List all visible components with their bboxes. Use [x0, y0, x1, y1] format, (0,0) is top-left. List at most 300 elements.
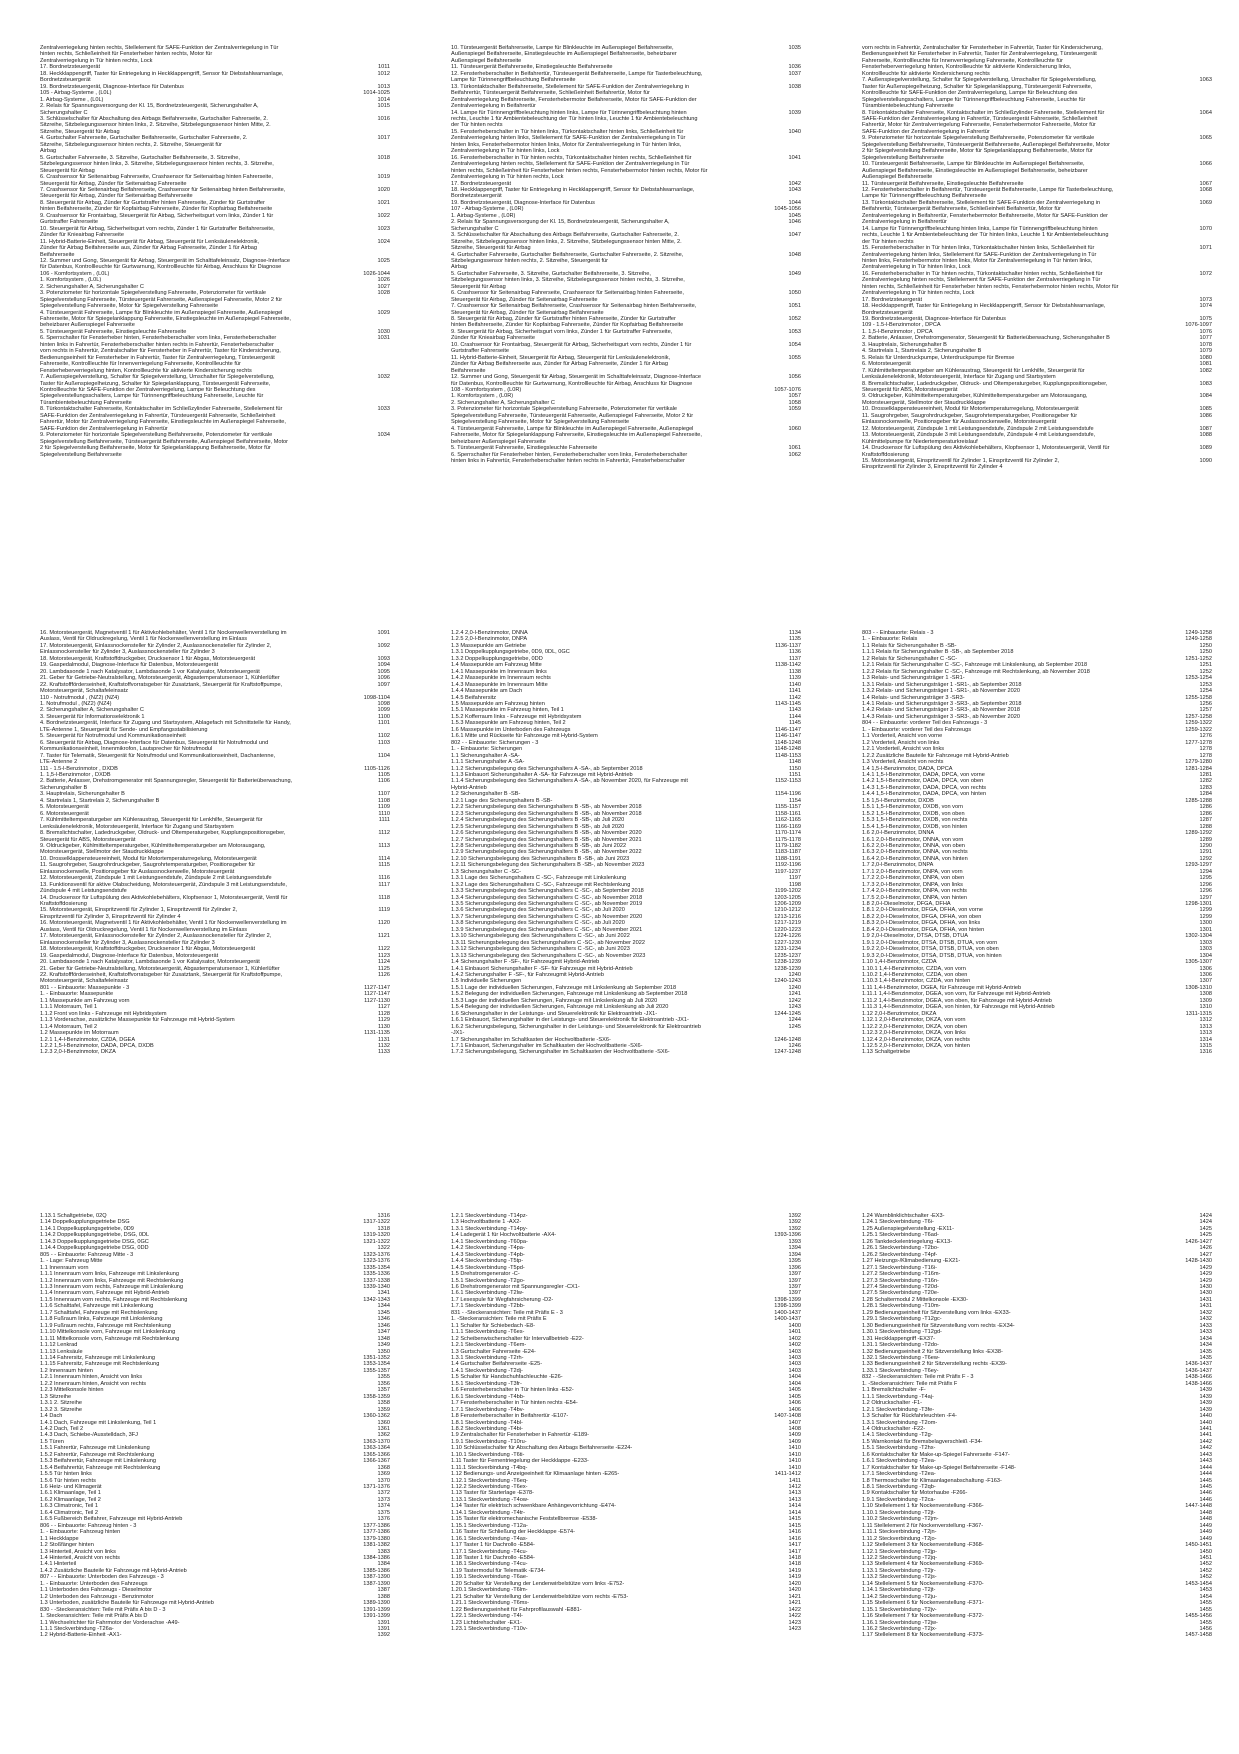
toc-entry-title: 1.2.6 Sicherungsbelegung des Sicherungshalters B -SB-, ab November 2020 [451, 830, 642, 837]
toc-entry-title: 7. Crashsensor für Seitenairbag Beifahrerseite, Crashsensor für Seitenairbag hinten Beifahrerseite, [40, 186, 286, 193]
toc-entry-page: 1388 [377, 1593, 390, 1600]
toc-entry-page: 1251 [1199, 662, 1212, 669]
toc-entry-page: 1133 [377, 1049, 390, 1056]
toc-entry-page: 1355-1357 [363, 1367, 390, 1374]
toc-entry-page: 1394 [788, 1245, 801, 1252]
toc-entry-title: Einspritzventil für Zylinder 3, Einspritzventil für Zylinder 4 [40, 913, 181, 920]
toc-entry-title: 1.1.11 Mittelkonsole vorn, Fahrzeuge mit Rechtslenkung [40, 1335, 180, 1342]
toc-entry-title: 1.11 Taster für Fernentriegelung der Heckklappe -E233- [451, 1458, 589, 1465]
toc-entry-title: 1.21 Schalter für Verstellung der Lendenwirbelstütze vorn rechts -E753- [451, 1593, 629, 1600]
toc-entry-page: 1387-1390 [363, 1580, 390, 1587]
toc-entry-page: 1299 [1199, 907, 1212, 914]
toc-entry-page: 1127-1130 [364, 997, 390, 1004]
toc-entry-title: 109 - 1.5-l-Benzinmotor , DPCA [862, 322, 941, 329]
toc-entry-title: 15. Motorsteuergerät, Einspritzventil für Zylinder 1, Einspritzventil für Zylinder 2, [862, 458, 1060, 464]
toc-entry-title: Motorsteuergerät, Schaltafeleinsatz [40, 688, 128, 695]
toc-entry-page: 1312 [1199, 1017, 1212, 1024]
toc-entry-page: 1118 [378, 894, 390, 901]
toc-entry-title: 1.1.8 Fußraum links, Fahrzeuge mit Linkslenkung [40, 1316, 163, 1323]
toc-entry-title: 1.1.2 Front von links - Fahrzeuge mit Hybridsystem [40, 1010, 167, 1017]
toc-entry-page: 1139 [788, 675, 801, 682]
toc-entry-title: Außenspiegel Beifahrerseite [862, 174, 933, 181]
toc-entry-title: Spiegelverstellungsschalters, Lampe für Türinnengriffbeleuchtung Fahrerseite, Leuchte für [862, 96, 1086, 103]
toc-entry-title: 1.14.1 Steckverbindung -T2jt- [862, 1587, 936, 1594]
toc-entry[interactable] [451, 458, 801, 464]
toc-entry-page: 1057 [788, 393, 801, 400]
toc-entry-page: 1013 [377, 83, 390, 90]
toc-entry-title: 2. Batterie, Anlasser, Drehstromgenerator, Steuergerät für Batterieüberwachung, Sicherungshalter B [862, 335, 1110, 342]
toc-entry-title: Spiegelverstellung Fahrerseite, Türsteuergerät Fahrerseite, Außenspiegel Fahrerseite, Motor 2 für [451, 412, 694, 419]
toc-entry-page: 1335-1336 [363, 1271, 390, 1278]
toc-entry-title: 1.2.1 Lage des Sicherungshalters B -SB- [451, 797, 553, 804]
toc-entry-page: 1429 [1199, 1264, 1212, 1271]
toc-entry-title: Türambientebeleuchtung Fahrerseite [40, 399, 132, 406]
toc-entry-page: 1051 [788, 303, 801, 310]
toc-entry-page: 1104 [377, 752, 390, 759]
toc-entry-title: hinten links in Fahrertür, Fensterheberschalter hinten rechts in Fahrertür, Fensterheberschalter [40, 341, 274, 348]
toc-entry-page: 1069 [1199, 199, 1212, 206]
toc-entry-title: für Datenbus, Kontrollleuchte für Gurtwarnung, Kontrollleuchte für Airbag, Anschluss für Diagnose [40, 264, 282, 271]
toc-entry-title: 1.3.1 2. Sitzreihe [40, 1400, 82, 1407]
toc-entry-page: 1413 [788, 1496, 801, 1503]
toc-entry-page: 1321-1322 [363, 1238, 390, 1245]
toc-entry-title: 804 - - Einbauorte: vorderer Teil des Fahrzeugs - 3 [862, 720, 988, 727]
toc-entry-title: 1.15 Stellelement 6 für Nockenverstellung -F371- [862, 1600, 984, 1607]
toc-entry-page: 1107 [377, 791, 390, 798]
toc-entry-title: 1.5.6 Tür hinten rechts [40, 1477, 96, 1484]
toc-entry-title: 1.5.1 Steckverbindung -T2hx- [862, 1445, 936, 1452]
toc-entry-page: 1037 [788, 70, 801, 77]
toc-entry-page: 1446 [1199, 1496, 1212, 1503]
toc-entry-title: 1.1.2 Sicherungsbelegung des Sicherungshalters A -SA-, ab September 2018 [451, 765, 643, 772]
toc-entry-title: 1.4 Massepunkte am Fahrzeug Mitte [451, 662, 542, 669]
toc-entry-title: Beifahrerseite [40, 251, 75, 258]
toc-entry-page: 1422 [788, 1606, 801, 1613]
toc-entry-title: 1.3.9 Sicherungsbelegung des Sicherungshalters C -SC-, ab November 2021 [451, 926, 643, 933]
toc-entry-title: 1. - Einbauorte: vorderer Teil des Fahrzeugs [862, 726, 972, 733]
toc-entry-page: 1091 [377, 630, 390, 636]
toc-entry-page: 1446 [1199, 1490, 1212, 1497]
toc-entry-title: hinten rechts, Schließeinheit für Fensterheber hinten rechts, Fensterhebermotor hinten rechts, Motor für [862, 283, 1119, 290]
toc-entry-title: Außenspiegel Beifahrerseite [451, 57, 522, 64]
toc-entry-title: 1.31.1 Steckverbindung -T2do- [862, 1342, 939, 1349]
toc-entry[interactable] [862, 1049, 1212, 1055]
toc-entry-title: 1.4.4 Massepunkte am Dach [451, 688, 523, 695]
toc-entry-page: 1012 [377, 70, 390, 77]
toc-entry-page: 1455 [1199, 1619, 1212, 1626]
toc-entry-title: 1.12.1 Steckverbindung -T6eq- [451, 1477, 528, 1484]
toc-entry-page: 1387 [377, 1587, 390, 1594]
toc-entry-title: 1. - Einbauorte: Unterboden des Fahrzeugs [40, 1580, 148, 1587]
toc-entry-title: 1.7 Lesespule für Wegfahrsicherung -D2- [451, 1296, 554, 1303]
toc-entry-page: 1432 [1199, 1316, 1212, 1323]
toc-entry-title: 1. - Einbauorte: Relais [862, 636, 918, 643]
toc-entry-page: 1035 [788, 45, 801, 51]
toc-entry-page: 1451 [1199, 1555, 1212, 1562]
toc-entry-title: hinten Beifahrerseite, Zünder für Kopfairbag Fahrerseite, Zünder für Kopfairbag Beifahrerseite [451, 322, 684, 329]
toc-entry-title: Einlassnockenwelle, Positionsgeber für Auslassnockenwelle, Motorsteuergerät [40, 868, 235, 875]
toc-entry-page: 1199-1202 [774, 888, 801, 895]
toc-entry-page: 1351-1352 [363, 1354, 390, 1361]
toc-entry-page: 1436-1437 [1185, 1361, 1212, 1368]
toc-entry-title: 1.4.1 1,5-l-Benzinmotor, DADA, DPCA, von vorne [862, 771, 985, 778]
toc-entry-page: 1420 [788, 1580, 801, 1587]
toc-entry-page: 1412 [788, 1484, 801, 1491]
toc-entry-page: 1040 [788, 128, 801, 135]
toc-entry-page: 1448 [1199, 1516, 1212, 1523]
toc-entry-page: 1259-1322 [1185, 720, 1212, 727]
toc-entry-title: 1.12 Stellelement 3 für Nockenverstellung -F368- [862, 1542, 984, 1549]
toc-entry-page: 1048 [788, 251, 801, 258]
toc-entry-title: 1.6 Heiz- und Klimagerät [40, 1484, 102, 1491]
toc-entry-title: 1.4.2 Sicherungshalter F -SF-, für Fahrzeugmit Hybrid-Antrieb [451, 972, 604, 979]
toc-entry-page: 1154-1196 [775, 791, 801, 798]
toc-entry-title: Spiegelverstellung Fahrerseite, Motor für Spiegelverstellung Fahrerseite [40, 303, 219, 310]
toc-entry-page: 1249-1258 [1185, 636, 1212, 643]
toc-entry-page: 1066 [1199, 161, 1212, 168]
toc-entry-title: 9. Öldruckgeber, Kühlmitteltemperaturgeber, Kühlmitteltemperaturgeber am Motorausgang, [862, 393, 1088, 400]
toc-entry-title: 18. Heckklappengriff, Taster für Entriegelung in Heckklappengriff, Sensor für Diebstahlwarnanlage, [40, 70, 284, 77]
toc-entry-page: 1441 [1199, 1432, 1212, 1439]
toc-entry-title: Fahrerseite, Kontrollleuchte für Innenverriegelung Fahrerseite, Kontrollleuchte für [40, 361, 241, 368]
toc-entry-title: 1.3.13 Sicherungsbelegung des Sicherungshalters C -SC-, ab November 2023 [451, 952, 646, 959]
toc-entry-title: Sitzreihe, Sitzbelegungssensor hinten rechts, 2. Sitzreihe, Steuergerät für [40, 141, 222, 148]
toc-entry-page: 1288 [1199, 823, 1212, 830]
toc-entry-page: 1022 [377, 212, 390, 219]
toc-entry-title: 1.1 Bremslichtschalter -F- [862, 1387, 926, 1394]
toc-entry-title: rechts, Leuchte 1 für Ambientebeleuchtung der Tür hinten links, Leuchte 1 für Ambientebeleuchtung [451, 115, 698, 122]
toc-entry-page: 1403 [788, 1348, 801, 1355]
toc-entry-title: 3. Hauptrelais, Sicherungshalter B [40, 791, 125, 798]
toc-entry-title: 1.8.3 2,0-l-Dieselmotor, DFGA, DFHA, von links [862, 920, 981, 927]
toc-entry-page: 1151 [788, 771, 801, 778]
toc-entry-title: 1.4.1 Massepunkte im Innenraum links [451, 668, 547, 675]
toc-entry-page: 1405 [788, 1393, 801, 1400]
toc-entry-page: 1438-1466 [1185, 1380, 1212, 1387]
toc-entry-title: 1.4 Gurtschalter Beifahrerseite -E25- [451, 1361, 543, 1368]
toc-entry-title: 1.4 Sicherungshalter F -SF-, für Fahrzeugmit Hybrid-Antrieb [451, 959, 600, 966]
toc-entry-title: 107 - Airbag-Systeme , (L0R) [451, 206, 524, 213]
toc-entry-page: 1370 [377, 1477, 390, 1484]
toc-entry-title: 1.10 Stellelement 1 für Nockenverstellung -F366- [862, 1503, 984, 1510]
toc-entry-title: 1.4.1 Dach, Fahrzeuge mit Linkslenkung, Teil 1 [40, 1419, 157, 1426]
toc-entry-title: 1.2.5 2,0-l-Benzinmotor, DNPA [451, 636, 528, 643]
toc-entry-title: 1.14.4 Doppelkupplungsgetriebe DSG, 0DD [40, 1245, 149, 1252]
toc-entry-page: 1243 [788, 1004, 801, 1011]
toc-entry-title: 1.8.1 Steckverbindung -T2qb- [862, 1484, 936, 1491]
toc-entry-title: 1.8 Thermoschalter für Klimaanlagenabschaltung -F163- [862, 1477, 1002, 1484]
toc-entry[interactable] [40, 1049, 390, 1055]
toc-entry-page: 1203-1205 [774, 894, 801, 901]
toc-entry-page: 1302-1304 [1185, 933, 1212, 940]
toc-entry-title: 1.12.1 Steckverbindung -T2jp- [862, 1548, 937, 1555]
toc-entry-page: 1455-1456 [1185, 1613, 1212, 1620]
toc-entry-title: 1.3 Unterboden, zusätzliche Bauteile für Fahrzeuge mit Hybrid-Antrieb [40, 1600, 214, 1607]
toc-entry-title: SAFE-Funktion der Zentralverriegelung in Fahrertür, Türsteuergerät Fahrerseite, Schließeinheit [862, 115, 1098, 122]
toc-entry-title: 1.2 Stoßfänger hinten [40, 1542, 94, 1549]
toc-entry-page: 1417 [788, 1548, 801, 1555]
toc-entry-title: 1.2.3 Sicherungsbelegung des Sicherungshalters B -SB-, ab November 2018 [451, 810, 642, 817]
toc-entry-title: Zentralverriegelung hinten links, Stellelement für SAFE-Funktion der Zentralverriegelung in Tür [451, 135, 686, 142]
toc-entry-page: 1109 [377, 804, 390, 811]
toc-entry-page: 1065 [1199, 135, 1212, 142]
toc-entry-page: 1032 [377, 374, 390, 381]
toc-entry-page: 1429 [1199, 1277, 1212, 1284]
toc-entry-page: 1025 [377, 257, 390, 264]
toc-entry-title: 1.11.3 1,4-l-Benzinmotor, DGEA, von hinten, für Fahrzeuge mit Hybrid-Antrieb [862, 1004, 1055, 1011]
toc-entry[interactable] [862, 464, 1212, 470]
toc-entry-title: vorn rechts in Fahrertür, Zentralschalter für Fensterheber in Fahrertür, Taster für Kindersicherung, [862, 45, 1103, 51]
toc-entry-title: 1.3.6 Sicherungsbelegung des Sicherungshalters C -SC-, ab Juli 2020 [451, 907, 625, 914]
toc-entry-title: 2 für Spiegelverstellung Beifahrerseite, Motor für Spiegelanklappung Beifahrerseite, Motor für [862, 148, 1093, 155]
toc-entry-title: 1.4 Dach [40, 1413, 63, 1420]
toc-entry-title: 1.7.1 Einbauort, Sicherungshalter im Schaltkasten der Hochvoltbatterie -SX6- [451, 1043, 643, 1049]
toc-entry-page: 1121 [377, 933, 390, 940]
toc-entry-page: 1231-1234 [774, 946, 801, 953]
toc-entry-title: 1.11.1 1,4-l-Benzinmotor, DGEA, von vorn, für Fahrzeuge mit Hybrid-Antrieb [862, 991, 1051, 998]
toc-entry-title: Auslass, Ventil für Öldruckregelung, Ventil 1 für Nockenwellenverstellung im Einlass [40, 926, 248, 933]
toc-entry-page: 1392 [377, 1632, 390, 1639]
toc-entry-title: 1.3 Sicherungshalter C -SC- [451, 868, 521, 875]
toc-entry-title: 1.3.7 Sicherungsbelegung des Sicherungshalters C -SC-, ab November 2020 [451, 913, 643, 920]
toc-entry-page: 1042 [788, 180, 801, 187]
toc-entry-title: 1.13.1 Steckverbindung -T4ow- [451, 1496, 529, 1503]
toc-entry-title: 1.27.5 Steckverbindung -T20e- [862, 1290, 939, 1297]
toc-entry-title: 1.4.3 1,5-l-Benzinmotor, DADA, DPCA, von rechts [862, 784, 987, 791]
toc-entry-title: Zentralverriegelung hinten rechts, Stellelement für SAFE-Funktion der Zentralverriegelung in Tür [40, 45, 279, 51]
toc-entry-page: 1426 [1199, 1245, 1212, 1252]
toc-entry-title: Kommunikationseinheit, Innenmikrofon, Lautsprecher für Notrufmodul [40, 746, 213, 753]
toc-entry-title: 1.27.1 Steckverbindung -T16i- [862, 1264, 937, 1271]
toc-entry-title: 13. Funktionsventil für aktive Ölabscheidung, Motorsteuergerät, Zündspule 3 mit Leistungsendstufe, [40, 881, 287, 888]
toc-entry-title: 1.3.5 Sicherungsbelegung des Sicherungshalters C -SC-, ab November 2019 [451, 901, 643, 908]
toc-entry-title: 1.4.3 Relais- und Sicherungsträger 3 -SR3-, ab November 2020 [862, 713, 1020, 720]
toc-entry-page: 1188-1191 [775, 855, 801, 862]
toc-entry-page: 1421 [788, 1600, 801, 1607]
toc-entry-page: 1384-1386 [363, 1555, 390, 1562]
toc-entry-title: 832 - -Steckeransichten: Teile mit Präfix F - 3 [862, 1374, 974, 1381]
toc-entry-page: 1170-1174 [775, 830, 801, 837]
toc-entry-page: 1439 [1199, 1400, 1212, 1407]
toc-entry-page: 1308-1310 [1185, 984, 1212, 991]
toc-entry-title: 1.4 Hinterteil, Ansicht von rechts [40, 1555, 120, 1562]
toc-entry-title: 1.1 Wechselrichter für Fahrmotor der Vorderachse -A49- [40, 1619, 180, 1626]
toc-entry-page: 1391 [377, 1626, 390, 1632]
toc-entry-page: 1349 [377, 1342, 390, 1349]
toc-entry-page: 1345 [377, 1309, 390, 1316]
toc-entry-page: 1054 [788, 341, 801, 348]
toc-entry-title: 1.1.1 Steckverbindung -T4aj- [862, 1393, 934, 1400]
toc-entry-title: 1.6.1 2,0-l-Benzinmotor, DNNA, von vorn [862, 836, 964, 843]
toc-column [862, 1213, 1212, 1639]
toc-entry-page: 1279-1280 [1185, 759, 1212, 766]
toc-entry-title: 1.12 Bedienungs- und Anzeigeeinheit für Klimaanlage hinten -E265- [451, 1471, 620, 1478]
toc-entry-page: 1154 [788, 797, 801, 804]
toc-entry-page: 1020 [377, 186, 390, 193]
toc-entry-title: 19. Bordnetzsteuergerät, Diagnose-Interface für Datenbus [862, 316, 1006, 323]
toc-entry-page: 1038 [788, 83, 801, 90]
toc-entry-page: 1110 [378, 810, 390, 817]
toc-entry-title: 1.5.1 Steckverbindung -T3fr- [451, 1380, 522, 1387]
toc-entry[interactable] [40, 452, 390, 458]
toc-entry-title: 1.5.2 Kofferraum links - Fahrzeuge mit Hybridsystem [451, 713, 582, 720]
toc-entry-title: Zünder für Knieairbag Fahrerseite [40, 232, 124, 239]
toc-entry-title: 8. Bremslichtschalter, Ladedruckgeber, Öldruck- und Öltemperaturgeber, Kupplungspositionsgeber, [862, 380, 1108, 387]
toc-entry-page: 1021 [377, 199, 390, 206]
toc-entry-page: 1192-1196 [775, 862, 801, 869]
toc-entry-title: 1.3.10 Sicherungsbelegung des Sicherungshalters C -SC-, ab Juni 2022 [451, 933, 630, 940]
toc-entry-title: Kontrollleuchte für aktivierte Kindersicherung rechts [862, 70, 990, 77]
toc-entry[interactable] [862, 1632, 1212, 1638]
toc-entry-page: 1310 [1199, 1004, 1212, 1011]
toc-entry-page: 1350 [377, 1348, 390, 1355]
toc-entry-title: 7. Außenspiegelverstellung, Schalter für Spiegelverstellung, Umschalter für Spiegelverstellung, [862, 77, 1097, 84]
toc-entry-page: 1039 [788, 109, 801, 116]
toc-entry-page: 1029 [377, 309, 390, 316]
toc-entry-title: 1.2 Hybrid-Batterie-Einheit -AX1- [40, 1632, 122, 1639]
toc-entry-page: 1090 [1199, 458, 1212, 464]
toc-entry-page: 1287 [1199, 817, 1212, 824]
toc-entry-title: 105 - Airbag-Systeme , (L0L) [40, 90, 112, 97]
toc-entry-page: 1449 [1199, 1529, 1212, 1536]
toc-entry-title: 1.4.1 Steckverbindung -T60pa- [451, 1238, 528, 1245]
toc-entry-title: 13. Motorsteuergerät, Zündspule 3 mit Leistungsendstufe, Zündspule 4 mit Leistungsendstufe, [862, 432, 1096, 439]
toc-entry-page: 1286 [1199, 810, 1212, 817]
toc-entry-title: 19. Bordnetzsteuergerät, Diagnose-Interface für Datenbus [451, 199, 595, 206]
toc-entry[interactable] [451, 1626, 801, 1632]
toc-entry-title: 5. Motorsteuergerät [40, 804, 89, 811]
toc-entry-title: 1.1.1 Steckverbindung -T26a- [40, 1626, 114, 1632]
toc-entry-page: 1306 [1199, 972, 1212, 979]
toc-entry-page: 1131-1135 [364, 1030, 390, 1037]
toc-entry-title: 1.2 Innenraum hinten [40, 1367, 93, 1374]
toc-entry-page: 1447-1448 [1185, 1503, 1212, 1510]
toc-entry-title: 10. Türsteuergerät Beifahrerseite, Lampe für Blinkleuchte im Außenspiegel Beifahrerseite, [862, 161, 1085, 168]
toc-entry-title: Einlassnockenwelle, Positionsgeber für Auslassnockenwelle, Motorsteuergerät [862, 419, 1057, 426]
toc-entry[interactable] [40, 1632, 390, 1638]
toc-entry-page: 1323-1376 [363, 1251, 390, 1258]
toc-entry-title: 12. Fensterheberschalter in Beifahrertür, Türsteuergerät Beifahrerseite, Lampe für Tasterbeleuchtung, [451, 70, 703, 77]
toc-entry-title: 1.4.5 Beifahrersitz [451, 694, 497, 701]
toc-entry-page: 1392 [788, 1225, 801, 1232]
toc-entry-page: 1439 [1199, 1406, 1212, 1413]
toc-entry-page: 1368 [377, 1464, 390, 1471]
toc-entry-page: 1098-1104 [363, 694, 390, 701]
toc-entry-title: 7. Kühlmitteltemperaturgeber am Kühleraustrag, Steuergerät für Lenkhilfe, Steuergerät für [40, 817, 263, 824]
toc-entry-page: 1014 [377, 96, 390, 103]
toc-entry-title: 2. Batterie, Anlasser, Drehstromgenerator mit Spannungsregler, Steuergerät für Batterieüberwachung, [40, 778, 293, 785]
toc-entry-page: 1031 [377, 335, 390, 342]
toc-entry-page: 1281-1284 [1185, 765, 1212, 772]
toc-entry-page: 1423 [788, 1619, 801, 1626]
toc-entry-page: 1093 [377, 655, 390, 662]
toc-entry-page: 1425 [1199, 1225, 1212, 1232]
toc-entry-title: 1.16.2 Steckverbindung -T2jx- [862, 1626, 937, 1632]
toc-entry-title: 1.1 Schalter für Schiebedach -E8- [451, 1322, 535, 1329]
toc-entry-title: 1.7.2 2,0-l-Benzinmotor, DNPA, von oben [862, 875, 965, 882]
toc-entry-page: 1424 [1199, 1213, 1212, 1219]
toc-entry-page: 1251-1252 [1185, 655, 1212, 662]
toc-entry-page: 1210-1212 [774, 907, 801, 914]
toc-entry-page: 1198 [788, 881, 801, 888]
toc-entry-title: 11. Türsteuergerät Beifahrerseite, Einstiegsleuchte Beifahrerseite [862, 180, 1024, 187]
toc-entry-page: 1450-1451 [1185, 1542, 1212, 1549]
toc-entry-page: 1096 [377, 675, 390, 682]
toc-entry-title: Steuergerät für Airbag, Zünder für Seitenairbag Fahrerseite [40, 180, 187, 187]
toc-entry-title: 1.11 1,4-l-Benzinmotor, DGEA, für Fahrzeuge mit Hybrid-Antrieb [862, 984, 1022, 991]
toc-entry-page: 1339-1340 [363, 1283, 390, 1290]
toc-entry-title: 1.17 Stellelement 8 für Nockenverstellung -F373- [862, 1632, 984, 1639]
toc-entry-page: 1126 [377, 972, 390, 979]
toc-entry-page: 1411-1412 [774, 1471, 801, 1478]
toc-entry-title: hinten Beifahrerseite, Zünder für Kopfairbag Fahrerseite, Zünder für Kopfairbag Beifahrerseite [40, 206, 273, 213]
toc-entry-title: Fensterheberverriegelung hinten, Kontrollleuchte für aktivierte Kindersicherung links, [862, 64, 1072, 71]
toc-entry-title: 1.3.12 Sicherungsbelegung des Sicherungshalters C -SC-, ab Juni 2023 [451, 946, 630, 953]
toc-entry-title: 17. Bordnetzsteuergerät [451, 180, 512, 187]
toc-entry-page: 1415 [788, 1516, 801, 1523]
toc-entry-title: 1.23 Lichtdrehschalter -EX1- [451, 1619, 522, 1626]
toc-entry-title: 17. Bordnetzsteuergerät [40, 64, 101, 71]
toc-entry-page: 1434 [1199, 1335, 1212, 1342]
toc-entry-page: 1052 [788, 316, 801, 323]
toc-entry-page: 1387-1390 [363, 1574, 390, 1581]
toc-entry-title: 1.6 Kontaktschalter für Make-up-Spiegel Fahrerseite -F147- [862, 1451, 1010, 1458]
toc-entry-page: 1084 [1199, 393, 1212, 400]
toc-entry-title: 3. Potenziometer für horizontale Spiegelverstellung Fahrerseite, Potenziometer für vertikale [451, 406, 678, 413]
toc-entry-title: 1.16 Stellelement 7 für Nockenverstellung -F372- [862, 1613, 984, 1620]
toc-entry-page: 1250 [1199, 642, 1212, 649]
toc-entry-title: 1.4.1 Einbauort Sicherungshalter F -SF- für Fahrzeuge mit Hybrid-Antrieb [451, 965, 633, 972]
toc-entry-page: 1436-1437 [1185, 1367, 1212, 1374]
toc-entry[interactable] [451, 1049, 801, 1055]
toc-entry-page: 1400-1437 [774, 1316, 801, 1323]
toc-entry-title: 1.7 2,0-l-Benzinmotor, DNPA [862, 862, 934, 869]
toc-entry-title: 1.11.1 Steckverbindung -T4bq- [451, 1464, 528, 1471]
toc-entry-title: 4. Gurtschalter Fahrerseite, Gurtschalter Beifahrerseite, Gurtschalter Fahrerseite, 2. Sitzreihe, [451, 251, 684, 258]
toc-entry-page: 1449 [1199, 1535, 1212, 1542]
toc-entry-title: 1.9 2,0-l-Dieselmotor, DTSA, DTSB, DTUA [862, 933, 968, 940]
toc-entry-page: 1360 [377, 1419, 390, 1426]
toc-entry-title: 1.16.1 Steckverbindung -T4as- [451, 1535, 528, 1542]
toc-entry-page: 1430 [1199, 1290, 1212, 1297]
toc-entry-page: 1392 [788, 1213, 801, 1219]
toc-entry-page: 1119 [378, 907, 390, 914]
toc-entry-title: 1.2.9 Sicherungsbelegung des Sicherungshalters B -SB-, ab November 2022 [451, 849, 642, 856]
toc-entry-page: 1305-1307 [1185, 959, 1212, 966]
toc-entry-title: Sitzreihe, Sitzbelegungssensor hinten links, 2. Sitzreihe, Sitzbelegungssensor hinten Mitte, 2. [40, 122, 271, 129]
toc-entry-page: 1457-1458 [1185, 1632, 1212, 1639]
toc-entry-page: 1283 [1199, 784, 1212, 791]
toc-entry-page: 1075 [1199, 316, 1212, 323]
toc-entry-title: 1.6 Fensterheberschalter in Tür hinten links -E52- [451, 1387, 574, 1394]
toc-entry-title: 1.5 Warnkontakt für Bremsbelagverschleiß -F34- [862, 1438, 983, 1445]
toc-entry-page: 1138-1142 [775, 662, 801, 669]
toc-entry-page: 1135 [788, 636, 801, 643]
toc-entry-title: 1.6.1 Steckverbindung -T4bb- [451, 1393, 525, 1400]
toc-entry-title: 1.1.1 Innenraum vorn links, Fahrzeuge mit Linkslenkung [40, 1271, 179, 1278]
toc-entry-title: 1.20 Schalter für Verstellung der Lendenwirbelstütze vorn links -E752- [451, 1580, 625, 1587]
toc-entry-title: 1.31 Heckklappengriff -EX37- [862, 1335, 935, 1342]
toc-entry-page: 1259-1322 [1185, 726, 1212, 733]
toc-entry-title: 1.3.4 Sicherungsbelegung des Sicherungshalters C -SC-, ab November 2018 [451, 894, 643, 901]
toc-entry-page: 1217-1219 [774, 920, 801, 927]
toc-entry-page: 1105-1126 [364, 765, 390, 772]
toc-entry-title: 1.14.1 Doppelkupplungsgetriebe, 0D9 [40, 1225, 134, 1232]
toc-entry-page: 1376 [377, 1516, 390, 1523]
toc-entry-page: 1179-1182 [775, 842, 801, 849]
toc-entry-page: 1393 [788, 1238, 801, 1245]
toc-entry-title: 1.1.9 Fußraum rechts, Fahrzeuge mit Rechtslenkung [40, 1322, 171, 1329]
